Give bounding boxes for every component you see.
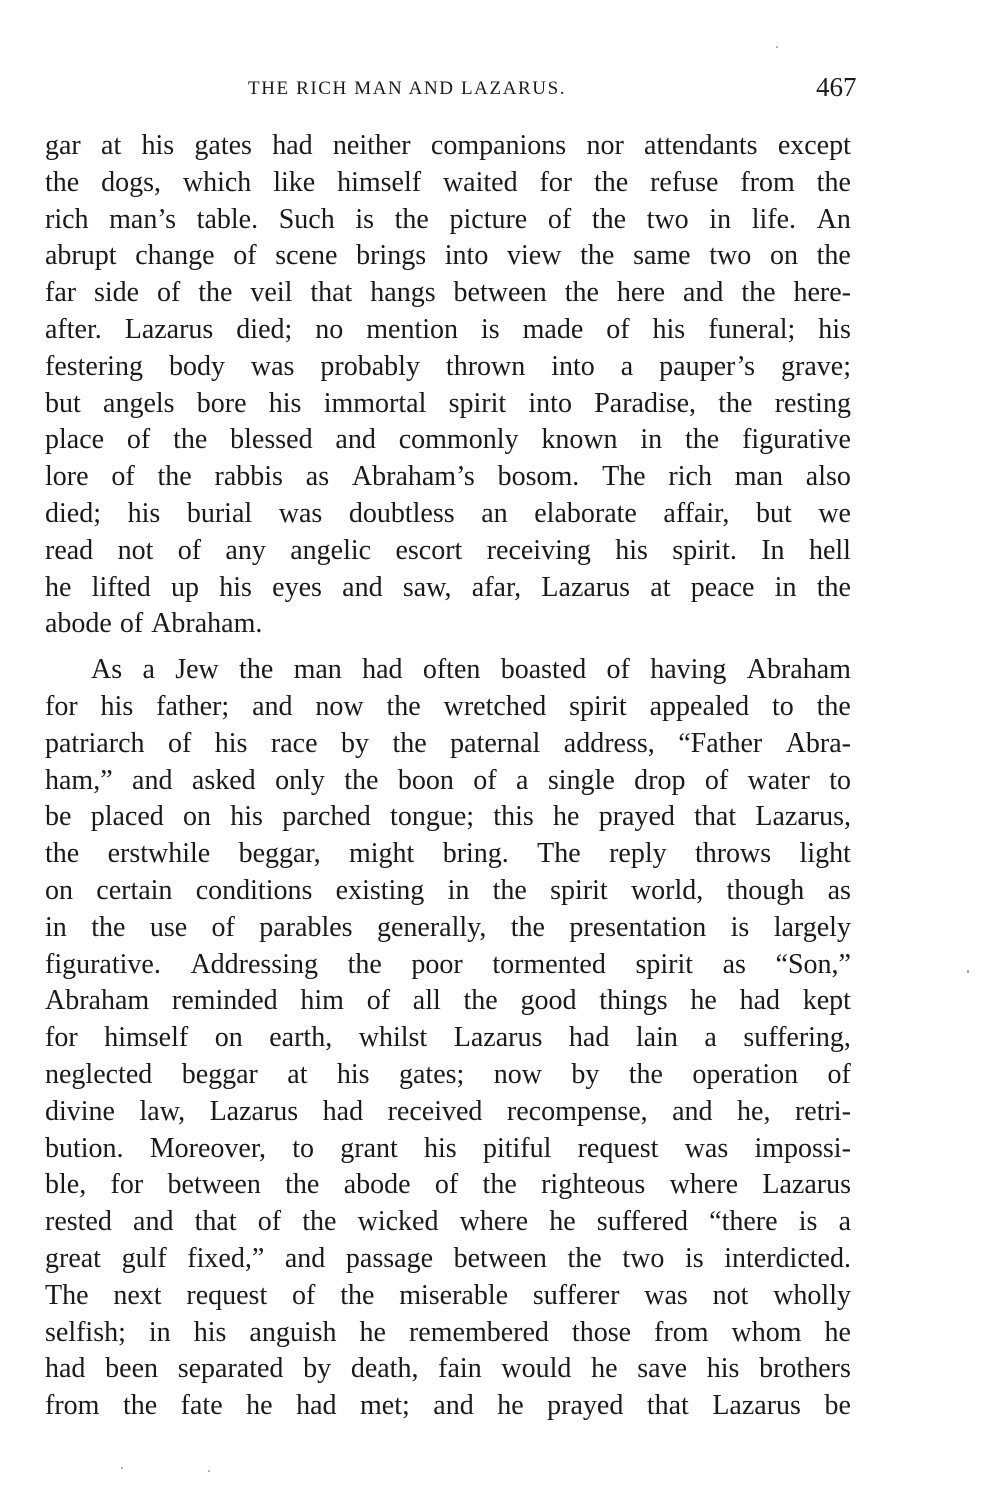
text-line: rested and that of the wicked where he suffered “there is a <box>45 1206 851 1238</box>
text-line: rich man’s table. Such is the picture of the two in life. An <box>45 203 851 235</box>
running-title: THE RICH MAN AND LAZARUS. <box>248 78 567 99</box>
text-line: The next request of the miserable sufferer was not wholly <box>45 1279 851 1311</box>
text-line: ble, for between the abode of the righteous where Lazarus <box>45 1169 851 1201</box>
text-line: abode of Abraham. <box>45 608 263 640</box>
text-line: from the fate he had met; and he prayed that Lazarus be <box>45 1390 851 1422</box>
text-line: gar at his gates had neither companions nor attendants except <box>45 130 851 161</box>
body-text <box>45 128 851 1425</box>
text-line: bution. Moreover, to grant his pitiful request was impossi- <box>45 1132 851 1164</box>
scan-speck <box>776 46 778 48</box>
text-line: the erstwhile beggar, might bring. The reply throws light <box>45 838 851 870</box>
text-line: patriarch of his race by the paternal address, “Father Abra- <box>45 727 851 759</box>
text-line: divine law, Lazarus had received recompense, and he, retri- <box>45 1095 851 1127</box>
text-line: be placed on his parched tongue; this he prayed that Lazarus, <box>45 801 851 833</box>
scan-speck <box>121 1467 123 1469</box>
text-line: place of the blessed and commonly known in the figurative <box>45 424 851 456</box>
text-line: neglected beggar at his gates; now by the operation of <box>45 1058 851 1090</box>
text-line: abrupt change of scene brings into view the same two on the <box>45 240 851 272</box>
text-line: lore of the rabbis as Abraham’s bosom. The rich man also <box>45 461 851 493</box>
text-line: on certain conditions existing in the spirit world, though as <box>45 874 851 906</box>
paragraph-2 <box>45 652 851 1425</box>
text-line: had been separated by death, fain would he save his brothers <box>45 1353 851 1385</box>
paragraph-1 <box>45 128 851 643</box>
text-line: he lifted up his eyes and saw, afar, Lazarus at peace in the <box>45 571 851 603</box>
text-line: in the use of parables generally, the presentation is largely <box>45 911 851 943</box>
scan-speck <box>208 1470 210 1472</box>
text-line: ham,” and asked only the boon of a single drop of water to <box>45 764 851 796</box>
text-line: read not of any angelic escort receiving his spirit. In hell <box>45 534 851 566</box>
text-line: As a Jew the man had often boasted of having Abraham <box>91 654 851 686</box>
page-number: 467 <box>816 72 857 102</box>
text-line: far side of the veil that hangs between the here and the here- <box>45 277 851 309</box>
text-line: the dogs, which like himself waited for the refuse from the <box>45 166 851 198</box>
text-line: for his father; and now the wretched spirit appealed to the <box>45 690 851 722</box>
paragraph-gap <box>45 643 851 652</box>
text-line: figurative. Addressing the poor tormented spirit as “Son,” <box>45 948 851 980</box>
text-line: Abraham reminded him of all the good things he had kept <box>45 985 851 1017</box>
text-line: but angels bore his immortal spirit into Paradise, the resting <box>45 387 851 419</box>
text-line: for himself on earth, whilst Lazarus had lain a suffering, <box>45 1022 851 1054</box>
text-line: selfish; in his anguish he remembered those from whom he <box>45 1316 851 1348</box>
text-line: died; his burial was doubtless an elaborate affair, but we <box>45 497 851 529</box>
scan-speck <box>967 970 969 973</box>
text-line: festering body was probably thrown into a pauper’s grave; <box>45 350 851 382</box>
text-line: after. Lazarus died; no mention is made of his funeral; his <box>45 313 851 345</box>
text-line: great gulf fixed,” and passage between the two is interdicted. <box>45 1242 851 1274</box>
